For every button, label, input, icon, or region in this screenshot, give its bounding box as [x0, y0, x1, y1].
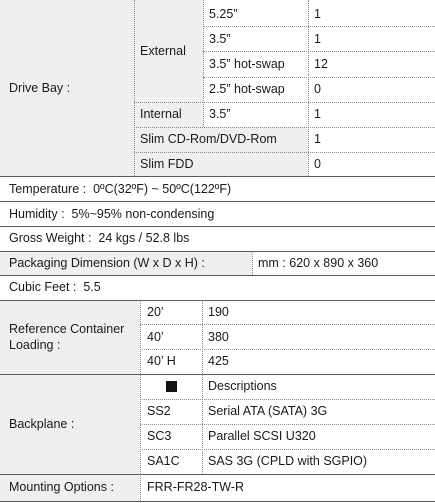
mounting-label: Mounting Options : [9, 480, 114, 494]
bay-value-internal: 1 [314, 107, 321, 121]
container-label-line1: Reference Container [9, 322, 125, 336]
backplane-label: Backplane : [9, 417, 75, 431]
internal-label: Internal [140, 107, 182, 121]
container-label-line2: Loading : [9, 338, 61, 352]
slim-fdd-value: 0 [314, 157, 321, 171]
packaging-label: Packaging Dimension (W x D x H) : [9, 256, 205, 270]
backplane-code-ss2: SS2 [147, 404, 171, 418]
bay-value-3-5-hotswap: 12 [314, 57, 328, 71]
bay-name-internal: 3.5” [209, 107, 231, 121]
backplane-code-sc3: SC3 [147, 429, 172, 443]
container-size-20: 20’ [147, 305, 164, 319]
backplane-code-sa1c: SA1C [147, 454, 180, 468]
humidity-spec: Humidity : 5%~95% non-condensing [9, 207, 215, 221]
backplane-desc-ss2: Serial ATA (SATA) 3G [208, 404, 328, 418]
drive-bay-label: Drive Bay : [9, 81, 71, 95]
bay-value-3-5: 1 [314, 32, 321, 46]
bay-name-3-5: 3.5” [209, 32, 231, 46]
container-size-40: 40’ [147, 330, 164, 344]
packaging-value: mm : 620 x 890 x 360 [258, 256, 379, 270]
slim-cd-value: 1 [314, 132, 321, 146]
container-qty-40: 380 [208, 330, 229, 344]
backplane-desc-sa1c: SAS 3G (CPLD with SGPIO) [208, 454, 368, 468]
container-size-40h: 40’ H [147, 354, 176, 368]
mounting-value: FRR-FR28-TW-R [147, 480, 244, 494]
bay-value-5-25: 1 [314, 7, 321, 21]
backplane-desc-sc3: Parallel SCSI U320 [208, 429, 316, 443]
external-label: External [140, 44, 186, 58]
bay-value-2-5-hotswap: 0 [314, 82, 321, 96]
cubic-feet-spec: Cubic Feet : 5.5 [9, 280, 101, 294]
bay-name-2-5-hotswap: 2.5” hot-swap [209, 82, 285, 96]
backplane-header: Descriptions [208, 379, 277, 393]
bay-name-5-25: 5.25” [209, 7, 238, 21]
slim-cd-label: Slim CD-Rom/DVD-Rom [140, 132, 277, 146]
bay-name-3-5-hotswap: 3.5” hot-swap [209, 57, 285, 71]
container-qty-40h: 425 [208, 354, 229, 368]
black-square-icon [166, 381, 177, 392]
container-qty-20: 190 [208, 305, 229, 319]
temperature-spec: Temperature : 0ºC(32ºF) ~ 50ºC(122ºF) [9, 182, 232, 196]
gross-weight-spec: Gross Weight : 24 kgs / 52.8 lbs [9, 231, 190, 245]
slim-fdd-label: Slim FDD [140, 157, 194, 171]
